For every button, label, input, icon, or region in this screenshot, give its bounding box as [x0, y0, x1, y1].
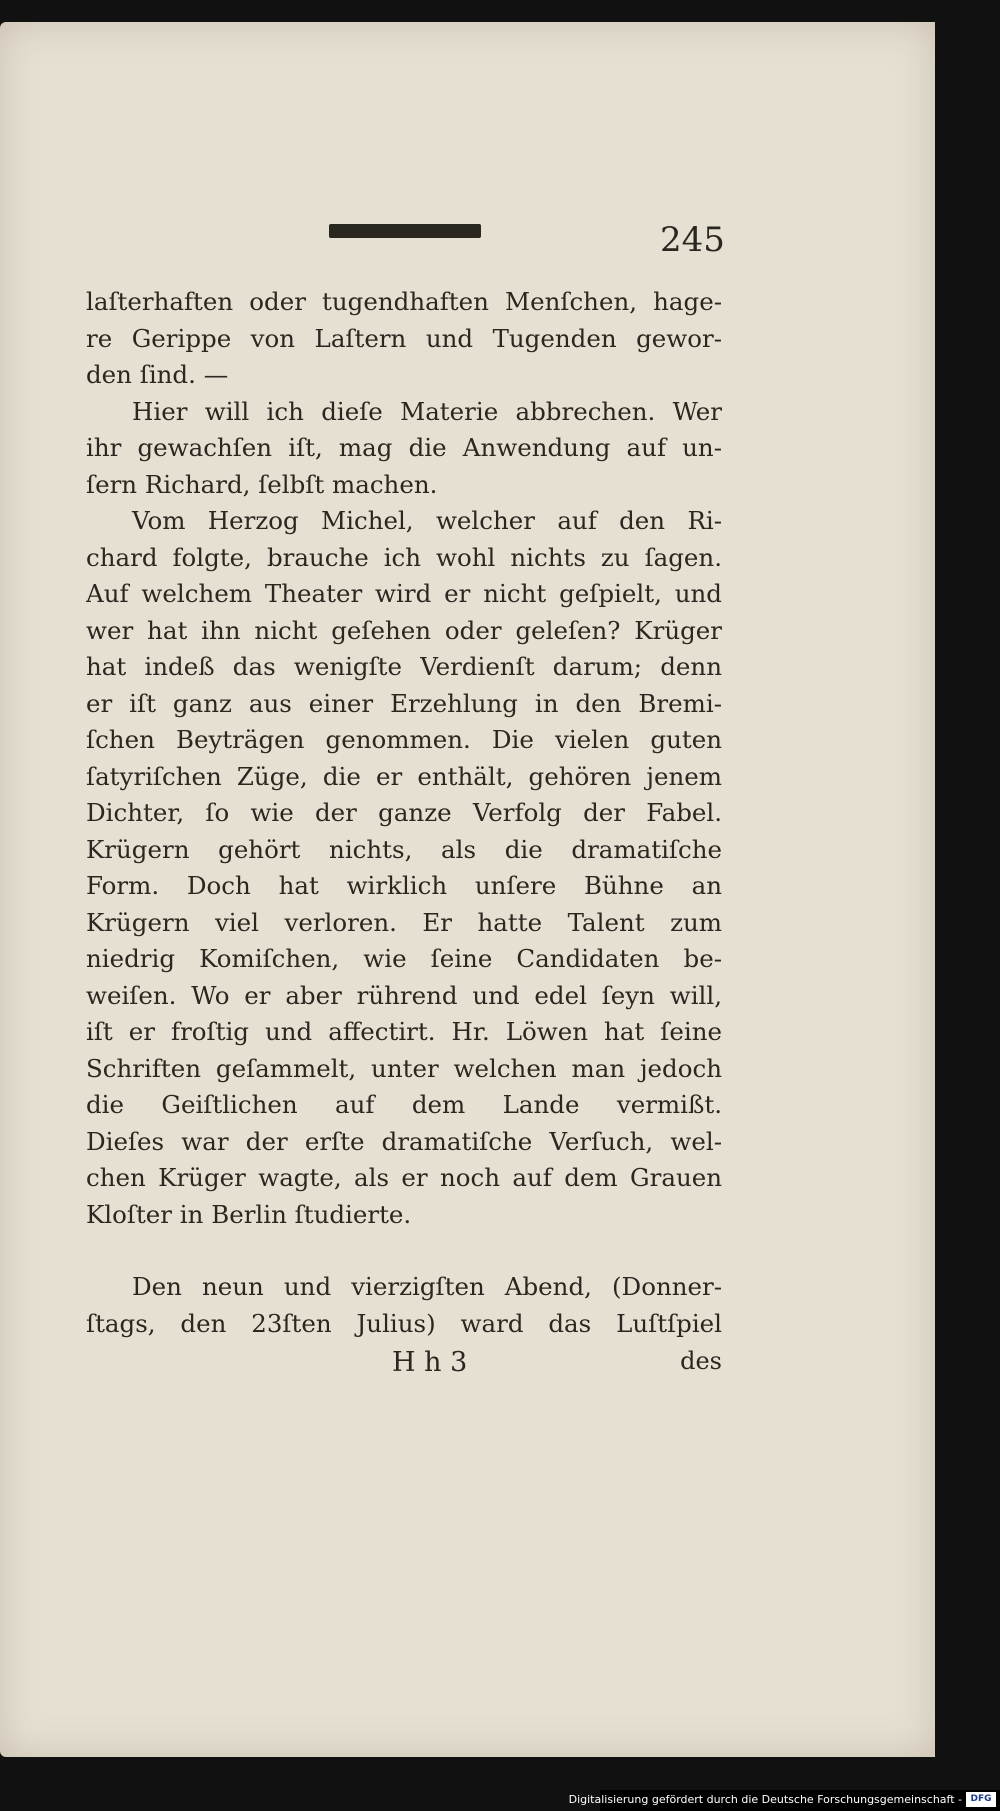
dfg-logo-icon: DFG — [966, 1792, 996, 1807]
text-line: die Geiſtlichen auf dem Lande vermißt. — [86, 1090, 722, 1119]
text-line: Krügern viel verloren. Er hatte Talent zum — [86, 907, 722, 937]
text-line: ihr gewachſen iſt, mag die Anwendung auf un- — [86, 433, 722, 462]
text-line: ſtags, den 23ſten Julius) ward das Luſtſpiel — [86, 1308, 722, 1338]
catchword: des — [680, 1347, 722, 1375]
text-line: Schriften geſammelt, unter welchen man jedoch — [86, 1053, 722, 1083]
header-ornament — [329, 224, 481, 238]
text-line: Den neun und vierzigſten Abend, (Donner- — [132, 1272, 722, 1301]
page-footer — [86, 1347, 722, 1387]
text-line: iſt er froſtig und affectirt. Hr. Löwen hat ſeine — [86, 1017, 722, 1046]
text-line: ſatyriſchen Züge, die er enthält, gehören jenem — [86, 761, 722, 791]
text-line: weiſen. Wo er aber rührend und edel ſeyn will, — [86, 980, 722, 1010]
body-text — [86, 284, 722, 1342]
text-line: chen Krüger wagte, als er noch auf dem Grauen — [86, 1163, 722, 1192]
text-line: chard folgte, brauche ich wohl nichts zu ſagen. — [86, 542, 722, 572]
text-line: Dieſes war der erſte dramatiſche Verſuch, wel- — [86, 1126, 722, 1156]
text-line: wer hat ihn nicht geſehen oder geleſen? Krüger — [86, 615, 722, 645]
text-line: Form. Doch hat wirklich unſere Bühne an — [86, 871, 722, 900]
text-line: re Gerippe von Laſtern und Tugenden gewor- — [86, 323, 722, 353]
text-line: Vom Herzog Michel, welcher auf den Ri- — [132, 506, 722, 535]
credit-text: Digitalisierung gefördert durch die Deutsche Forschungsgemeinschaft - — [568, 1793, 962, 1806]
text-line: niedrig Komiſchen, wie ſeine Candidaten be- — [86, 944, 722, 973]
text-line: Dichter, ſo wie der ganze Verfolg der Fabel. — [86, 798, 722, 827]
text-line: er iſt ganz aus einer Erzehlung in den Bremi- — [86, 688, 722, 718]
text-line: Kloſter in Berlin ſtudierte. — [86, 1199, 412, 1229]
page-number: 245 — [660, 220, 725, 260]
text-line: ſchen Beyträgen genommen. Die vielen guten — [86, 725, 722, 754]
signature-mark: H h 3 — [392, 1347, 468, 1378]
text-line: laſterhaften oder tugendhaften Menſchen, hage- — [86, 287, 722, 316]
text-line: hat indeß das wenigſte Verdienſt darum; denn — [86, 652, 722, 681]
book-page — [0, 22, 935, 1757]
text-line: ſern Richard, ſelbſt machen. — [86, 469, 438, 499]
text-line: Krügern gehört nichts, als die dramatiſche — [86, 834, 722, 864]
paragraph-gap — [86, 1233, 722, 1269]
credit-bar — [568, 1790, 1000, 1811]
text-line: Hier will ich dieſe Materie abbrechen. Wer — [132, 396, 722, 426]
text-line: Auf welchem Theater wird er nicht geſpielt, und — [86, 579, 722, 608]
text-line: den ſind. — — [86, 360, 229, 389]
